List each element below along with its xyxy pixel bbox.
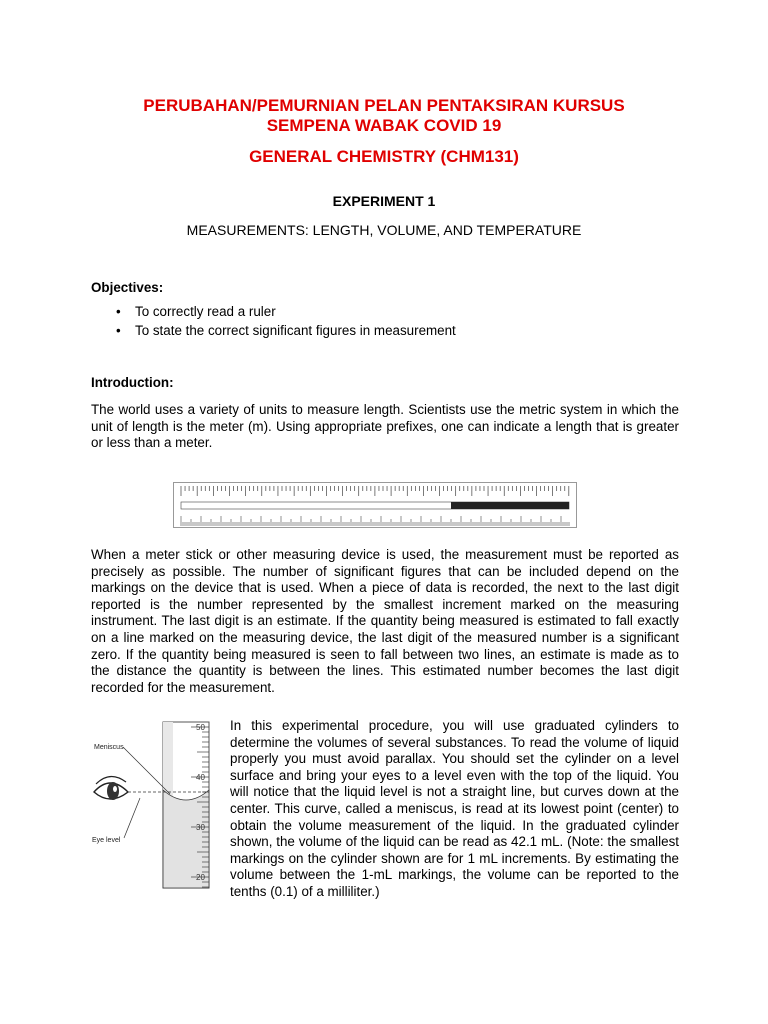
- objective-item: To state the correct significant figures in measurement: [135, 323, 456, 338]
- eye-level-label: Eye level: [92, 837, 121, 844]
- cylinder-mark: 50: [196, 723, 205, 732]
- cylinder-mark: 40: [196, 773, 205, 782]
- intro-paragraph-3-container: [91, 718, 679, 901]
- intro-paragraph-3: In this experimental procedure, you will use graduated cylinders to determine the volumes of several substances. To read the volume of liquid properly you must avoid parallax. You should set the cylinder on a level surface and bring your eyes to a level even with the top of the liquid. You will notice that the liquid level is not a straight line, but curves down at the center. This curve, called a meniscus, is read at its lowest point (center) to obtain the volume measurement of the liquid. In the graduated cylinder shown, the volume of the liquid can be read as 42.1 mL. (Note: the smallest markings on the cylinder shown are for 1 mL increments. By estimating the volume between the 1-mL markings, the volume can be reported to the tenths (0.1) of a milliliter.): [230, 718, 679, 899]
- bullet-icon: •: [116, 304, 121, 319]
- cylinder-mark: 30: [196, 823, 205, 832]
- title-line-2: SEMPENA WABAK COVID 19: [266, 116, 502, 135]
- course-title: GENERAL CHEMISTRY (CHM131): [249, 147, 519, 166]
- experiment-title: EXPERIMENT 1: [332, 193, 436, 209]
- objectives-heading: Objectives:: [91, 280, 164, 295]
- intro-paragraph-2: When a meter stick or other measuring device is used, the measurement must be reported as precisely as possible. The number of significant figures that can be included depend on the markings on the device that is used. When a piece of data is recorded, the next to the last digit reported is the number represented by the smallest increment marked on the measuring instrument. The last digit is an estimate. If the quantity being measured is estimated to fall exactly on a line marked on the measuring device, the last digit of the measured number is a significant zero. If the quantity being measured is seen to fall between two lines, an estimate is made as to the distance the quantity is between the lines. This estimated number becomes the last digit recorded for the measurement.: [91, 547, 679, 695]
- ruler-figure: [173, 482, 577, 528]
- figure-float-spacer: [91, 718, 230, 890]
- title-line-1: PERUBAHAN/PEMURNIAN PELAN PENTAKSIRAN KURSUS: [143, 96, 625, 115]
- introduction-heading: Introduction:: [91, 375, 174, 390]
- cylinder-mark: 20: [196, 873, 205, 882]
- objective-item: To correctly read a ruler: [135, 304, 276, 319]
- bullet-icon: •: [116, 323, 121, 338]
- intro-paragraph-1: The world uses a variety of units to measure length. Scientists use the metric system in which the unit of length is the meter (m). Using appropriate prefixes, one can indicate a length that is greater or less than a meter.: [91, 402, 679, 451]
- experiment-subtitle: MEASUREMENTS: LENGTH, VOLUME, AND TEMPERATURE: [186, 222, 582, 238]
- meniscus-label: Meniscus: [94, 744, 124, 751]
